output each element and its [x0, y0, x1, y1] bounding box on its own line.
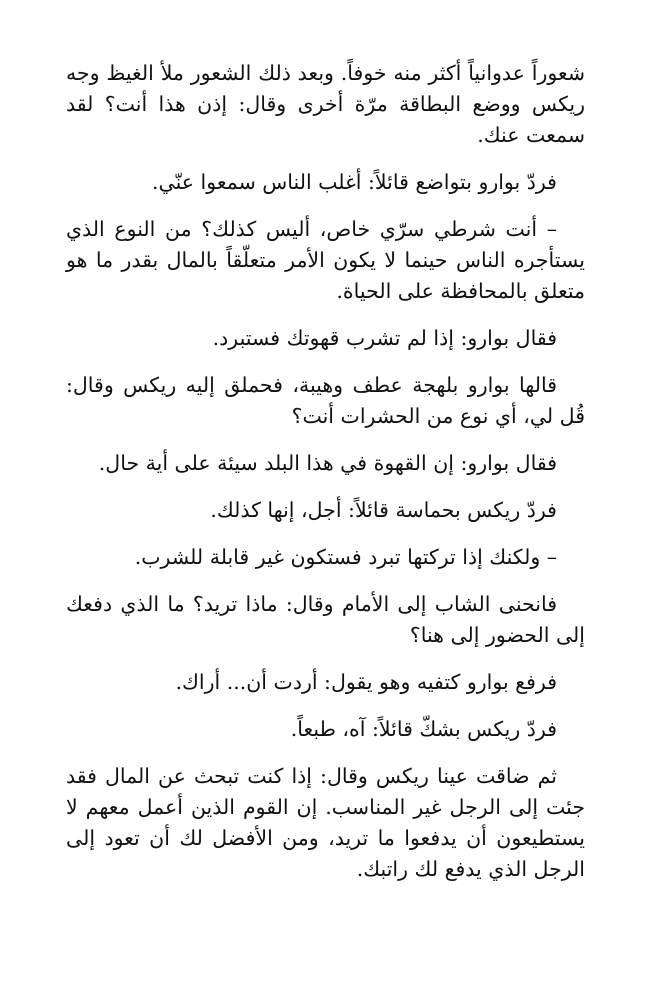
- paragraph: ثم ضاقت عينا ريكس وقال: إذا كنت تبحث عن المال فقد جئت إلى الرجل غير المناسب. إن القوم الذين أعمل معهم لا يستطيعون أن يدفعوا ما تريد، ومن الأفضل لك أن تعود إلى الرجل الذي يدفع لك راتبك.: [66, 764, 585, 881]
- paragraph: فقال بوارو: إذا لم تشرب قهوتك فستبرد.: [212, 326, 557, 350]
- paragraph: فانحنى الشاب إلى الأمام وقال: ماذا تريد؟ ما الذي دفعك إلى الحضور إلى هنا؟: [66, 592, 585, 647]
- paragraph: فردّ ريكس بشكّ قائلاً: آه، طبعاً.: [290, 717, 557, 741]
- paragraph: – ولكنك إذا تركتها تبرد فستكون غير قابلة للشرب.: [134, 545, 557, 569]
- paragraph: شعوراً عدوانياً أكثر منه خوفاً. وبعد ذلك الشعور ملأ الغيظ وجه ريكس ووضع البطاقة مرّة أخرى وقال: إذن هذا أنت؟ لقد سمعت عنك.: [66, 61, 585, 147]
- paragraph: فردّ ريكس بحماسة قائلاً: أجل، إنها كذلك.: [210, 498, 557, 522]
- paragraph: قالها بوارو بلهجة عطف وهيبة، فحملق إليه ريكس وقال: قُل لي، أي نوع من الحشرات أنت؟: [66, 373, 585, 428]
- paragraph: فرفع بوارو كتفيه وهو يقول: أردت أن... أراك.: [175, 670, 557, 694]
- paragraph: – أنت شرطي سرّي خاص، أليس كذلك؟ من النوع الذي يستأجره الناس حينما لا يكون الأمر متعلّقاً بالمال بقدر ما هو متعلق بالمحافظة على الحياة.: [66, 217, 585, 303]
- paragraph: فقال بوارو: إن القهوة في هذا البلد سيئة على أية حال.: [98, 451, 557, 475]
- paragraph: فردّ بوارو بتواضع قائلاً: أغلب الناس سمعوا عنّي.: [152, 170, 557, 194]
